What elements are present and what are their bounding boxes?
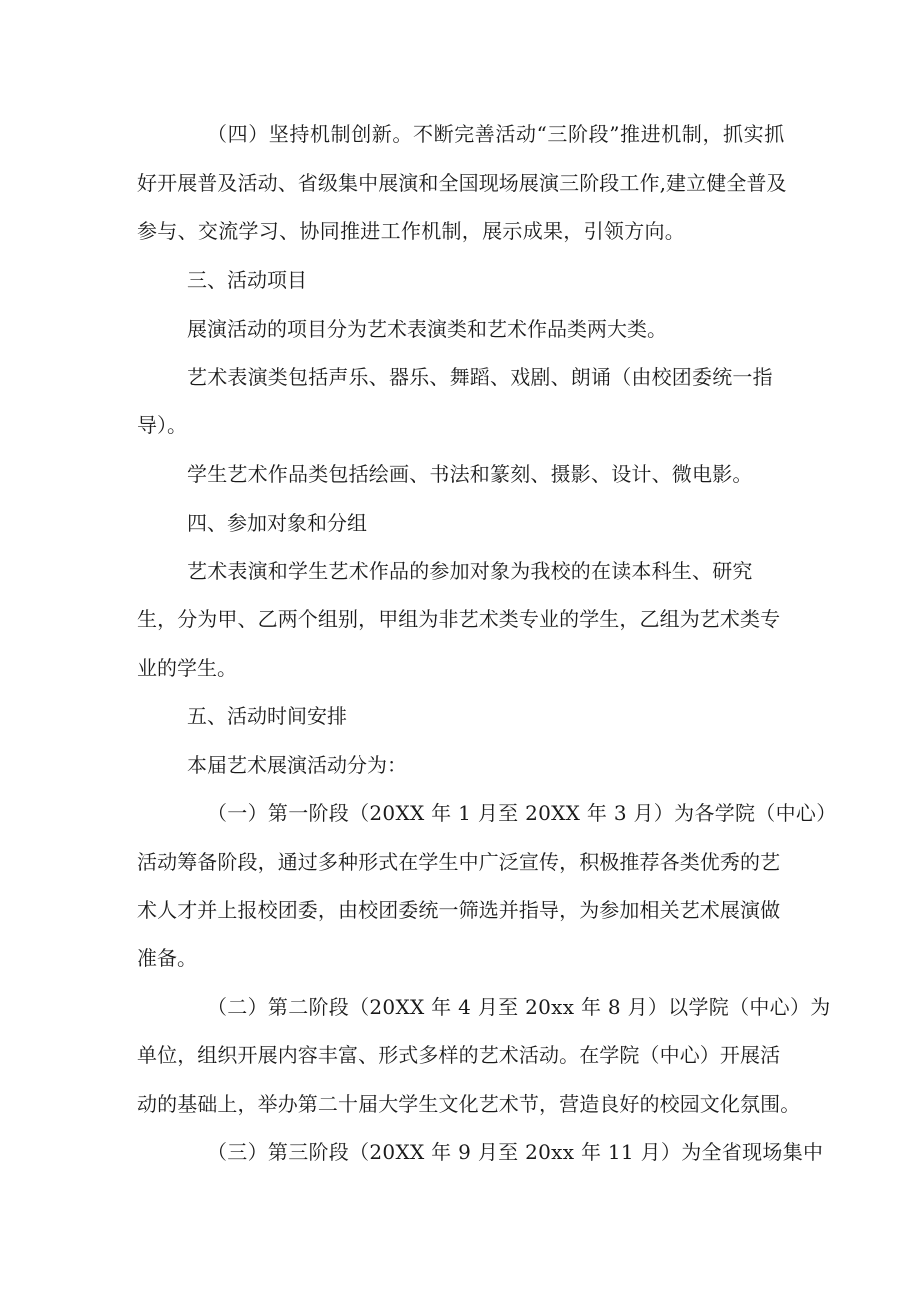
text-line: 学生艺术作品类包括绘画、书法和篆刻、摄影、设计、微电影。 (187, 462, 753, 486)
text-line: 艺术表演类包括声乐、器乐、舞蹈、戏剧、朗诵（由校团委统一指 (187, 365, 773, 389)
text-line: 好开展普及活动、省级集中展演和全国现场展演三阶段工作,建立健全普及 (137, 171, 787, 195)
text-line: 活动筹备阶段，通过多种形式在学生中广泛宣传，积极推荐各类优秀的艺 (137, 850, 781, 874)
text-line: （一）第一阶段（20XX 年 1 月至 20XX 年 3 月）为各学院（中心） (207, 801, 837, 825)
text-line: （四）坚持机制创新。不断完善活动“三阶段”推进机制，抓实抓 (207, 122, 785, 146)
text-line: 业的学生。 (137, 656, 237, 680)
text-line: 展演活动的项目分为艺术表演类和艺术作品类两大类。 (187, 317, 667, 341)
text-line: 动的基础上，举办第二十届大学生文化艺术节，营造良好的校园文化氛围。 (137, 1092, 801, 1116)
text-line: 导）。 (137, 413, 187, 437)
section-heading: 四、参加对象和分组 (187, 511, 367, 535)
text-line: 艺术表演和学生艺术作品的参加对象为我校的在读本科生、研究 (187, 559, 753, 583)
text-line: 参与、交流学习、协同推进工作机制，展示成果，引领方向。 (137, 219, 686, 243)
text-line: 单位，组织开展内容丰富、形式多样的艺术活动。在学院（中心）开展活 (137, 1043, 781, 1067)
text-line: （三）第三阶段（20XX 年 9 月至 20xx 年 11 月）为全省现场集中 (207, 1140, 824, 1164)
text-line: 生，分为甲、乙两个组别，甲组为非艺术类专业的学生，乙组为艺术类专 (137, 607, 781, 631)
text-line: 本届艺术展演活动分为： (187, 753, 407, 777)
section-heading: 三、活动项目 (187, 268, 307, 292)
text-line: 术人才并上报校团委，由校团委统一筛选并指导，为参加相关艺术展演做 (137, 898, 781, 922)
text-line: （二）第二阶段（20XX 年 4 月至 20xx 年 8 月）以学院（中心）为 (207, 995, 831, 1019)
section-heading: 五、活动时间安排 (187, 704, 347, 728)
text-line: 准备。 (137, 946, 197, 970)
